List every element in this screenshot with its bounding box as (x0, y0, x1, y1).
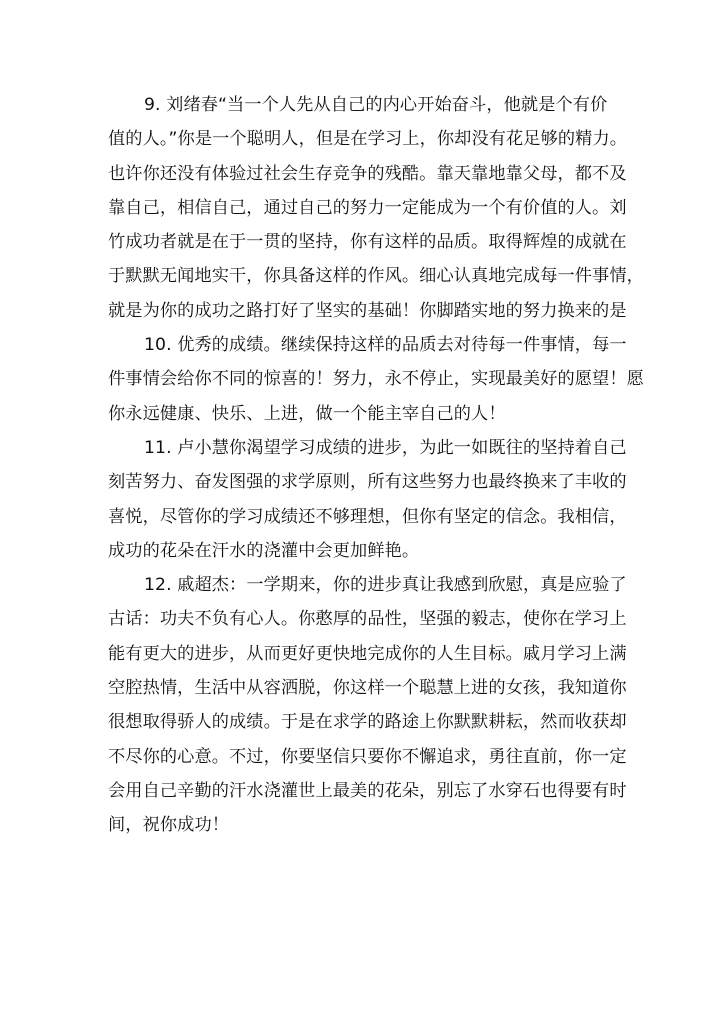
paragraph-11-line: 刻苦努力、奋发图强的求学原则，所有这些努力也最终换来了丰收的 (108, 472, 627, 493)
paragraph-9-line: 9. 刘绪春“当一个人先从自己的内心开始奋斗，他就是个有价 (144, 95, 608, 115)
paragraph-12-line: 空腔热情，生活中从容洒脱，你这样一个聪慧上进的女孩，我知道你 (108, 678, 627, 699)
paragraph-10-line: 10. 优秀的成绩。继续保持这样的品质去对待每一件事情，每一 (144, 335, 627, 356)
paragraph-10-line: 你永远健康、快乐、上进，做一个能主宰自己的人！ (108, 403, 506, 424)
paragraph-12-line: 不尽你的心意。不过，你要坚信只要你不懈追求，勇往直前，你一定 (108, 746, 627, 767)
paragraph-11-line: 喜悦，尽管你的学习成绩还不够理想，但你有坚定的信念。我相信， (108, 506, 627, 527)
paragraph-12-line: 很想取得骄人的成绩。于是在求学的路途上你默默耕耘，然而收获却 (108, 712, 627, 733)
paragraph-9-line: 靠自己，相信自己，通过自己的努力一定能成为一个有价值的人。刘 (108, 197, 627, 218)
paragraph-9-line: 竹成功者就是在于一贯的坚持，你有这样的品质。取得辉煌的成就在 (108, 232, 627, 253)
paragraph-12-line: 间，祝你成功！ (108, 815, 230, 836)
paragraph-9-line: 就是为你的成功之路打好了坚实的基础！你脚踏实地的努力换来的是 (108, 300, 627, 321)
paragraph-12-line: 能有更大的进步，从而更好更快地完成你的人生目标。戚月学习上满 (108, 643, 627, 664)
paragraph-12-line: 会用自己辛勤的汗水浇灌世上最美的花朵，别忘了水穿石也得要有时 (108, 780, 627, 801)
paragraph-11-line: 成功的花朵在汗水的浇灌中会更加鲜艳。 (108, 540, 420, 561)
paragraph-10-line: 件事情会给你不同的惊喜的！努力，永不停止，实现最美好的愿望！愿 (108, 369, 644, 390)
paragraph-9-line: 也许你还没有体验过社会生存竞争的残酷。靠天靠地靠父母，都不及 (108, 163, 627, 184)
paragraph-9-line: 于默默无闻地实干，你具备这样的作风。细心认真地完成每一件事情， (108, 266, 644, 287)
paragraph-12-line: 古话：功夫不负有心人。你憨厚的品性，坚强的毅志，使你在学习上 (108, 609, 627, 630)
paragraph-11-line: 11. 卢小慧你渴望学习成绩的进步，为此一如既往的坚持着自己 (144, 437, 627, 458)
paragraph-12-line: 12. 戚超杰：一学期来，你的进步真让我感到欣慰，真是应验了 (144, 575, 627, 596)
document-body (108, 88, 644, 843)
paragraph-9-line: 值的人。”你是一个聪明人，但是在学习上，你却没有花足够的精力。 (108, 129, 628, 150)
